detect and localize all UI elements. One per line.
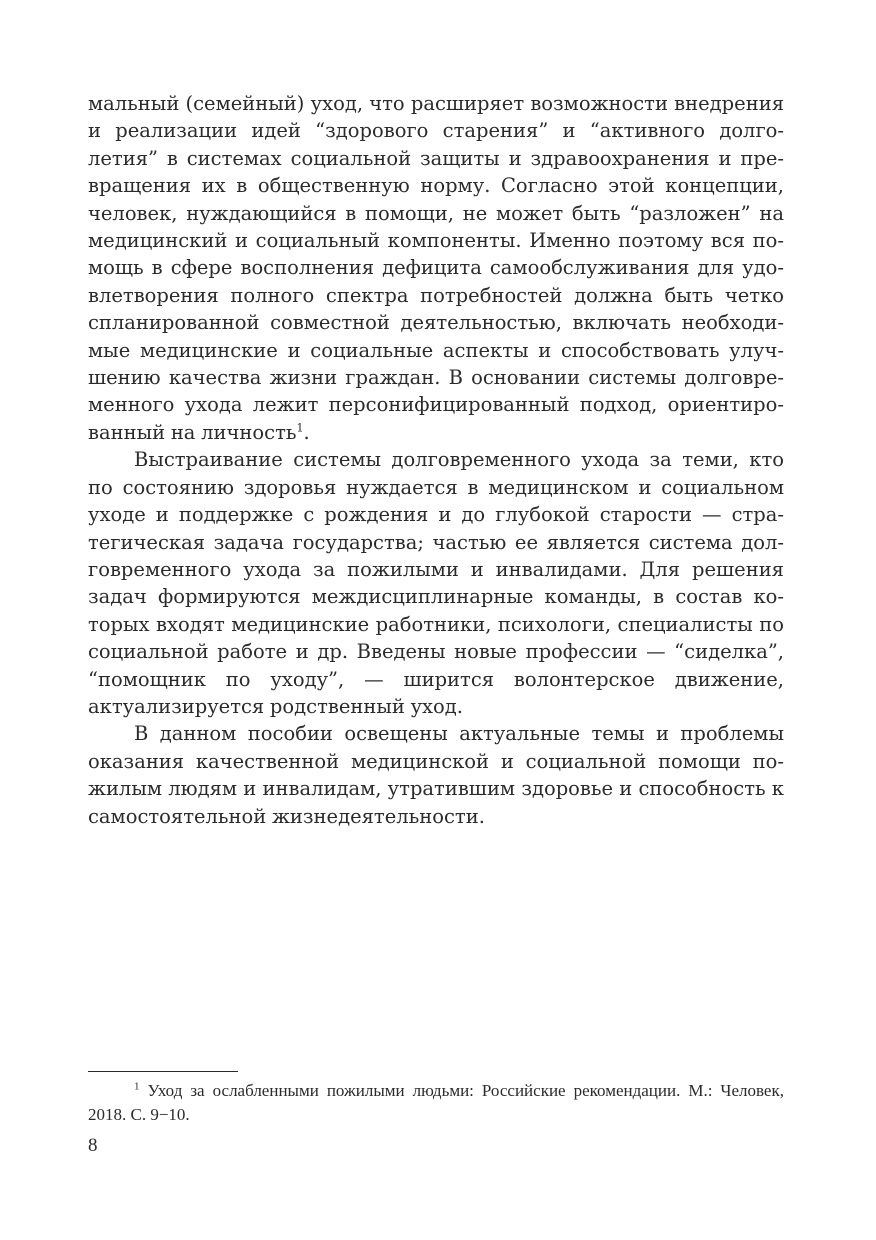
- paragraph-1: [88, 90, 784, 446]
- paragraph-3: В данном пособии освещены актуальные темы и проблемы оказания качественной медицинской и социальной помощи пожилым людям и инвалидам, утратившим здоровье и способность к самостоятельной жизнедеятельности.: [88, 722, 784, 828]
- page-number: 8: [88, 1135, 98, 1156]
- footnote-reference: 1: [296, 421, 304, 435]
- footnote-text: Уход за ослабленными пожилыми людьми: Российские рекомендации. М.: Человек, 2018. С. 9−10.: [88, 1081, 784, 1124]
- footnote-marker: 1: [134, 1080, 140, 1093]
- main-text: [88, 90, 784, 830]
- paragraph-1-tail: .: [303, 420, 310, 444]
- footnote-divider: [88, 1071, 238, 1072]
- paragraph-1-text: мальный (семейный) уход, что расширяет возможности внедрения и реализации идей “здорового старения” и “активного долголетия” в системах социальной защиты и здравоохранения и превращения их в общественную норму. Согласно этой концепции, человек, нуждающийся в помощи, не может быть “разложен” на медицинский и социальный компоненты. Именно поэтому вся помощь в сфере восполнения дефицита самообслуживания для удовлетворения полного спектра потребностей должна быть четко спланированной совместной деятельностью, включать необходимые медицинские и социальные аспекты и способствовать улучшению качества жизни граждан. В основании системы долговременного ухода лежит персонифицированный подход, ориентированный на личность: [88, 92, 784, 444]
- footnote: [88, 1079, 784, 1127]
- paragraph-2: Выстраивание системы долговременного ухода за теми, кто по состоянию здоровья нуждается в медицинском и социальном уходе и поддержке с рождения и до глубокой старости — стратегическая задача государства; частью ее является система долговременного ухода за пожилыми и инвалидами. Для решения задач формируются междисциплинарные команды, в состав которых входят медицинские работники, психологи, специалисты по социальной работе и др. Введены новые профессии — “сиделка”, “помощник по уходу”, — ширится волонтерское движение, актуализируется родственный уход.: [88, 448, 784, 718]
